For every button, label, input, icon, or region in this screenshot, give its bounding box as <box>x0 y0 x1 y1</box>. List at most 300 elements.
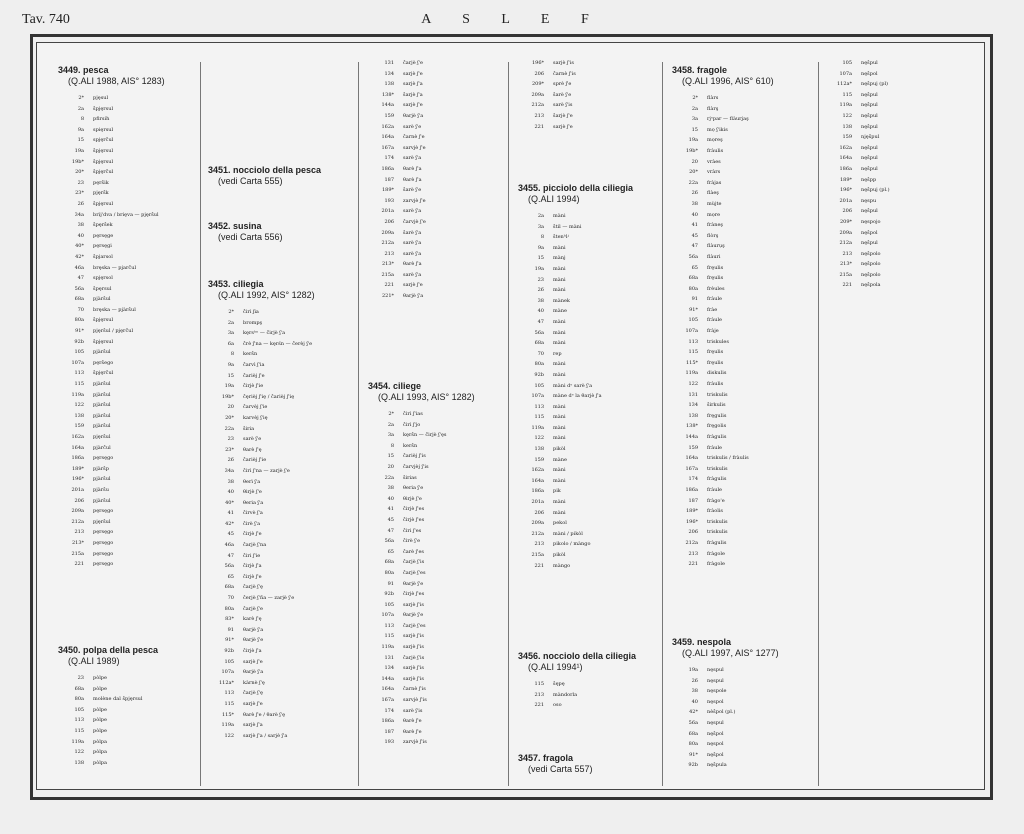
point-code: 65 <box>227 573 234 580</box>
dialect-form: sarjè ʃ'is <box>403 644 424 651</box>
point-code: 22a <box>688 179 698 186</box>
list-item <box>518 561 658 572</box>
dialect-form: sarjè ʃ'e <box>403 70 423 77</box>
list-item <box>826 153 976 164</box>
section-number-title: 3452. susina <box>208 221 262 231</box>
dialect-form: sarjè ʃ'is <box>403 675 424 682</box>
dialect-form: θeria ʃ'e <box>403 485 424 492</box>
list-item <box>208 498 354 509</box>
dialect-form: frèules <box>707 285 725 292</box>
dialect-form: pjęsul <box>93 95 109 101</box>
point-code: 68a <box>688 275 698 282</box>
list-item <box>518 296 658 307</box>
list-item <box>368 653 504 664</box>
dialect-form: zarvjè ʃ'is <box>403 739 427 746</box>
point-code: 23 <box>77 675 84 681</box>
point-code: 213* <box>839 261 852 268</box>
dialect-form: pòlpa <box>93 759 107 766</box>
list-item <box>672 379 814 390</box>
dialect-form: màni <box>553 371 566 378</box>
point-code: 92b <box>688 762 698 769</box>
point-code: 56a <box>688 719 698 726</box>
dialect-form: čęrièj ʃ'ię / čarièj ʃ'ię <box>243 393 295 400</box>
point-code: 80a <box>224 605 234 612</box>
list-item <box>58 411 198 422</box>
dialect-form: pjęršk <box>93 190 109 197</box>
dialect-form: fràule <box>707 486 722 493</box>
point-code: 164a <box>381 134 394 141</box>
list-item <box>58 673 198 684</box>
dialect-form: màni <box>553 477 566 484</box>
point-code: 186a <box>685 486 698 493</box>
dialect-form: sarjè ʃ'a <box>243 722 263 729</box>
dialect-form: šarjè ʃ'a <box>403 91 423 98</box>
list-item <box>672 273 814 284</box>
list-item <box>672 411 814 422</box>
list-item <box>672 358 814 369</box>
point-code: 131 <box>384 60 394 66</box>
list-item <box>826 175 976 186</box>
list-item <box>58 538 198 549</box>
point-code: 20 <box>387 463 394 470</box>
list-item <box>826 238 976 249</box>
dialect-form: nęšpula <box>707 762 727 769</box>
point-code: 3a <box>387 432 394 439</box>
list-item <box>518 275 658 286</box>
list-item <box>826 90 976 101</box>
dialect-form: čirjè ʃ'a <box>243 648 262 654</box>
dialect-form: čirjè ʃ'e <box>243 573 262 580</box>
dialect-form: sarjè ʃ'a / sarjè ʃ'a <box>243 732 288 739</box>
point-code: 113 <box>74 370 84 377</box>
list-item <box>58 368 198 379</box>
list-item <box>518 79 658 90</box>
dialect-form: nęspu <box>861 197 877 204</box>
dialect-form: nęšpul <box>861 102 878 109</box>
list-item <box>58 252 198 263</box>
point-code: 164a <box>531 477 544 484</box>
point-code: 186a <box>381 165 394 172</box>
point-code: 201a <box>531 499 544 506</box>
list-item <box>368 79 504 90</box>
point-code: 2a <box>227 319 234 326</box>
dialect-form: nęspole <box>707 688 727 695</box>
list-item <box>58 284 198 295</box>
dialect-form: nęšpul <box>861 208 878 215</box>
dialect-form: pfirsih <box>93 116 110 123</box>
point-code: 91 <box>691 296 698 303</box>
dialect-form: čarièj ʃ'is <box>403 453 426 460</box>
dialect-form: karvèj ʃ'ię <box>243 414 268 421</box>
column-divider <box>508 62 509 786</box>
section-number-title: 3454. ciliege <box>368 381 422 391</box>
section-number-title: 3451. nocciolo della pesca <box>208 165 322 175</box>
dialect-form: čirjè ʃ'es <box>403 591 425 598</box>
list-item <box>518 381 658 392</box>
point-code: 3a <box>691 116 698 123</box>
section-source: (Q.ALI 1992, AIS° 1282) <box>218 290 315 300</box>
point-code: 9a <box>227 361 234 368</box>
dialect-form: špjarsol <box>93 253 113 260</box>
dialect-form: màni <box>553 329 566 336</box>
point-code: 221 <box>534 702 544 709</box>
list-item <box>672 760 814 771</box>
list-item <box>368 674 504 685</box>
dialect-form: čarnè ʃ'is <box>553 70 576 77</box>
list-item <box>368 143 504 154</box>
point-code: 40* <box>75 243 84 250</box>
dialect-form: flòrş <box>707 232 719 239</box>
dialect-form: nęšpul <box>861 240 878 247</box>
list-item <box>208 413 354 424</box>
dialect-form: fràulis <box>707 381 724 388</box>
point-code: 193 <box>384 739 394 746</box>
dialect-form: čirjè ʃ'e <box>243 531 262 538</box>
dialect-form: čiri ʃ'es <box>403 527 422 534</box>
point-code: 3a <box>227 330 234 337</box>
list-item <box>672 453 814 464</box>
dialect-form: čirì ʃ'na — zarjè ʃ'e <box>243 467 290 474</box>
point-code: 159 <box>384 112 394 119</box>
dialect-form: čarjè ʃ'is <box>403 654 425 661</box>
dialect-form: θarjè ʃ'e <box>243 637 264 644</box>
dialect-form: flàrş <box>707 105 719 112</box>
dialect-form: θarjè ʃ'a <box>243 669 264 676</box>
point-code: 206 <box>534 509 544 516</box>
point-code: 167a <box>381 697 394 704</box>
list-item <box>58 453 198 464</box>
dialect-form: sarjè ʃ'is <box>403 633 424 640</box>
list-item <box>368 515 504 526</box>
dialect-form: čarjè ʃ'es <box>403 622 426 629</box>
dialect-form: sarè ʃ'a <box>403 155 422 162</box>
dialect-form: špjęrsul <box>93 338 114 345</box>
dialect-form: màni <box>553 435 566 442</box>
dialect-form: čarièj ʃ'ie <box>243 457 267 464</box>
list-item <box>518 243 658 254</box>
point-code: 212a <box>71 518 84 525</box>
list-item <box>368 90 504 101</box>
list-item <box>208 582 354 593</box>
point-code: 164a <box>71 444 84 451</box>
dialect-form: màni <box>553 403 566 410</box>
dialect-form: θarjè ʃ'a <box>243 626 264 633</box>
dialect-form: pikolo / màngo <box>553 541 591 548</box>
list-item <box>518 111 658 122</box>
point-code: 42* <box>75 253 84 260</box>
dialect-form: keršn <box>243 351 258 358</box>
dialect-form: fràgulis <box>707 476 727 483</box>
list-item <box>58 684 198 695</box>
dialect-form: molène dal špjęrsul <box>93 696 143 703</box>
list-item <box>672 263 814 274</box>
point-code: 159 <box>534 456 544 463</box>
dialect-form: čarvjè ʃ'e <box>403 218 426 225</box>
dialect-form: kàrnè ʃ'ę <box>243 679 265 686</box>
list-item <box>518 455 658 466</box>
dialect-form: màne <box>553 308 567 315</box>
dialect-form: màne dᵉ la θarjè ʃ'a <box>553 393 602 400</box>
point-code: 8 <box>80 116 84 123</box>
point-code: 105 <box>224 658 234 665</box>
list-item <box>672 559 814 570</box>
section-heading <box>518 753 658 775</box>
list-item <box>208 487 354 498</box>
dialect-form: pjàrčul <box>93 444 111 451</box>
list-item <box>368 100 504 111</box>
point-code: 115 <box>842 91 852 98</box>
list-item <box>368 132 504 143</box>
dialect-form: triskulis <box>707 465 728 472</box>
list-item <box>672 485 814 496</box>
dialect-form: nęšpol <box>707 751 724 758</box>
list-item <box>518 349 658 360</box>
section-col2top <box>368 58 504 302</box>
list-item <box>672 305 814 316</box>
section-source: (Q.ALI 1989) <box>68 656 120 666</box>
list-item <box>58 464 198 475</box>
point-code: 189* <box>839 176 852 183</box>
list-item <box>672 707 814 718</box>
point-code: 209a <box>71 508 84 515</box>
point-code: 9a <box>537 244 544 251</box>
point-code: 213 <box>842 250 852 257</box>
point-code: 196* <box>531 60 544 66</box>
dialect-form: čirì ʃ'jo <box>403 421 421 428</box>
list-item <box>518 391 658 402</box>
section-3450 <box>58 642 198 768</box>
point-code: 213 <box>384 250 394 257</box>
point-code: 187 <box>688 497 698 504</box>
dialect-form: nęšpul <box>861 91 878 98</box>
point-code: 189* <box>71 465 84 472</box>
point-code: 68a <box>74 296 84 303</box>
list-item <box>518 497 658 508</box>
list-item <box>518 211 658 222</box>
dialect-form: pjàršul <box>93 423 111 430</box>
point-code: 113 <box>74 717 84 724</box>
list-item <box>518 444 658 455</box>
list-item <box>58 432 198 443</box>
list-item <box>58 326 198 337</box>
point-code: 174 <box>688 476 698 483</box>
point-code: 23* <box>225 446 234 453</box>
list-item <box>672 549 814 560</box>
list-item <box>518 264 658 275</box>
list-item <box>672 665 814 676</box>
dialect-form: fręulis <box>707 275 724 282</box>
section-heading <box>672 65 814 87</box>
point-code: 70 <box>227 595 234 602</box>
list-item <box>208 349 354 360</box>
list-item <box>208 646 354 657</box>
list-item <box>208 307 354 318</box>
dialect-form: nęšpol <box>707 730 724 737</box>
list-item <box>368 259 504 270</box>
list-item <box>518 222 658 233</box>
dialect-form: sarè ʃ'a <box>403 271 422 278</box>
section-number-title: 3449. pesca <box>58 65 109 75</box>
list-item <box>58 443 198 454</box>
section-source: (vedi Carta 557) <box>528 764 593 774</box>
list-item <box>518 508 658 519</box>
point-code: 2* <box>78 95 84 101</box>
section-3455 <box>518 180 658 571</box>
point-code: 138 <box>74 412 84 419</box>
section-heading <box>368 381 504 403</box>
list-item <box>58 705 198 716</box>
point-code: 38 <box>227 478 234 485</box>
section-number-title: 3453. ciliegia <box>208 279 264 289</box>
dialect-form: nęspol <box>707 698 724 705</box>
list-item <box>672 527 814 538</box>
section-heading <box>208 165 354 187</box>
dialect-form: črè ʃ'na — kęrśn — čerèj ʃ'e <box>243 340 313 347</box>
list-item <box>368 409 504 420</box>
point-code: 91* <box>689 306 698 313</box>
section-heading <box>672 637 814 659</box>
list-item <box>672 697 814 708</box>
list-item <box>368 684 504 695</box>
dialect-form: pòlpe <box>93 717 107 724</box>
point-code: 20* <box>689 169 698 176</box>
list-item <box>826 100 976 111</box>
point-code: 213 <box>74 529 84 536</box>
point-code: 119a <box>71 391 84 398</box>
list-item <box>368 483 504 494</box>
dialect-form: nęšpol <box>861 229 878 236</box>
list-item <box>672 284 814 295</box>
list-item <box>518 306 658 317</box>
dialect-form: fràule <box>707 317 722 324</box>
list-item <box>672 315 814 326</box>
point-code: 174 <box>384 707 394 714</box>
list-item <box>672 686 814 697</box>
point-code: 186a <box>531 488 544 495</box>
point-code: 34a <box>74 211 84 218</box>
dialect-form: pjàršul <box>93 412 111 419</box>
dialect-form: nęšpul <box>861 123 878 130</box>
point-code: 47 <box>387 527 394 534</box>
list-item <box>672 210 814 221</box>
point-code: 209* <box>531 81 544 88</box>
dialect-form: bręska — pjarčul <box>93 264 137 271</box>
point-code: 6a <box>227 340 234 347</box>
dialect-form: flàurụş <box>707 243 725 250</box>
dialect-form: sarjè ʃ'is <box>403 665 424 672</box>
dialect-form: fràje <box>707 328 719 335</box>
dialect-form: mọ ʃ'ikis <box>707 126 728 133</box>
point-code: 19a <box>688 137 698 144</box>
list-item <box>58 104 198 115</box>
dialect-form: kęrsʰⁿ — čirjè ʃ'a <box>243 330 286 337</box>
point-code: 119a <box>71 738 84 745</box>
point-code: 68a <box>224 584 234 591</box>
list-item <box>368 610 504 621</box>
section-3458 <box>672 62 814 570</box>
dialect-form: màni dᵉ sarè ʃ'a <box>553 382 593 389</box>
list-item <box>368 217 504 228</box>
point-code: 212a <box>531 530 544 537</box>
dialect-form: pęrsęge <box>93 232 114 239</box>
list-item <box>826 143 976 154</box>
dialect-form: fràgo'e <box>707 497 725 504</box>
point-code: 15 <box>537 255 544 262</box>
section-source: (Q.ALI 1997, AIS° 1277) <box>682 648 779 658</box>
dialect-form: čarvì ʃ'ia <box>243 361 265 368</box>
dialect-form: čarnè ʃ'is <box>403 686 426 693</box>
list-item <box>58 146 198 157</box>
list-item <box>672 538 814 549</box>
list-item <box>826 249 976 260</box>
list-item <box>58 263 198 274</box>
point-code: 159 <box>74 423 84 430</box>
dialect-form: špęršek <box>93 222 113 229</box>
point-code: 26 <box>77 200 84 207</box>
plate-number: Tav. 740 <box>22 12 70 27</box>
section-source: (Q.ALI 1994) <box>528 194 580 204</box>
list-item <box>368 663 504 674</box>
list-item <box>208 508 354 519</box>
dialect-form: nęspojo <box>861 218 881 225</box>
point-code: 9a <box>77 126 84 133</box>
dialect-form: pòlpa <box>93 749 107 756</box>
point-code: 186a <box>381 718 394 725</box>
point-code: 40 <box>227 489 234 496</box>
section-number-title: 3450. polpa della pesca <box>58 645 159 655</box>
list-item <box>368 206 504 217</box>
list-item <box>58 758 198 769</box>
list-item <box>518 90 658 101</box>
dialect-form: nęspul <box>707 719 724 726</box>
list-item <box>826 79 976 90</box>
point-code: 68a <box>688 730 698 737</box>
dialect-form: sarjè ʃ'a <box>403 81 423 88</box>
point-code: 119a <box>839 102 852 109</box>
list-item <box>518 423 658 434</box>
point-code: 38 <box>537 297 544 304</box>
dialect-form: fràneş <box>707 222 723 229</box>
point-code: 119a <box>685 370 698 377</box>
list-item <box>368 526 504 537</box>
list-item <box>58 210 198 221</box>
point-code: 26 <box>691 677 698 684</box>
dialect-form: sarjè ʃ'e <box>243 700 263 707</box>
dialect-form: màndorla <box>553 691 578 698</box>
point-code: 92b <box>534 371 544 378</box>
section-col5 <box>826 58 976 291</box>
list-item <box>672 432 814 443</box>
point-code: 221 <box>534 123 544 130</box>
list-item <box>672 739 814 750</box>
point-code: 134 <box>688 402 698 409</box>
list-item <box>208 328 354 339</box>
list-item <box>368 238 504 249</box>
dialect-form: triskulis <box>707 529 728 536</box>
list-item <box>58 337 198 348</box>
dialect-form: čerjè ʃ'ña — zarjè ʃ'e <box>243 595 295 602</box>
list-item <box>368 111 504 122</box>
list-item <box>672 474 814 485</box>
list-item <box>518 539 658 550</box>
point-code: 19b* <box>71 158 84 165</box>
list-item <box>368 706 504 717</box>
point-code: 2* <box>228 309 234 315</box>
list-item <box>518 359 658 370</box>
list-item <box>58 379 198 390</box>
point-code: 15 <box>387 453 394 460</box>
list-item <box>58 517 198 528</box>
